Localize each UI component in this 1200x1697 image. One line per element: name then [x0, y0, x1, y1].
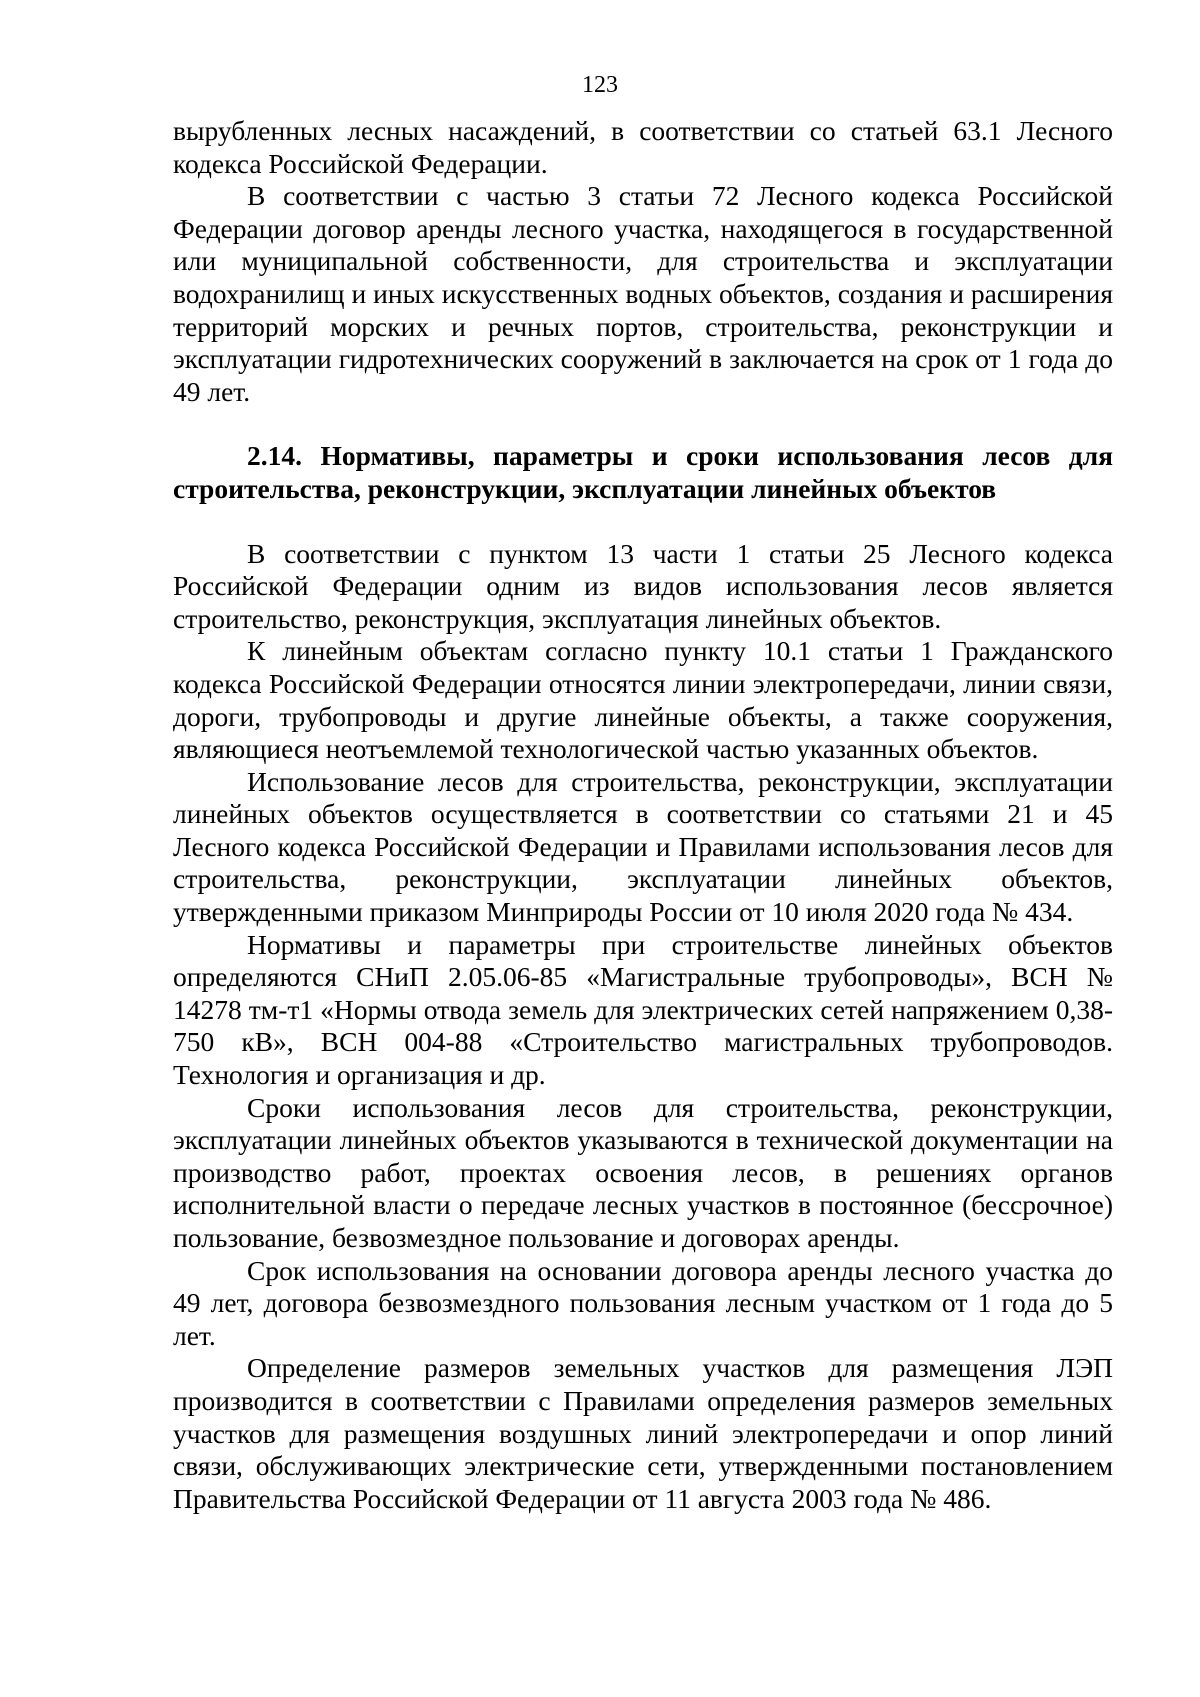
section-heading: 2.14. Нормативы, параметры и сроки использования лесов для строительства, реконструкции, эксплуатации линейных объектов — [173, 440, 1113, 504]
paragraph: Использование лесов для строительства, реконструкции, эксплуатации линейных объектов осуществляется в соответствии со статьями 21 и 45 Лесного кодекса Российской Федерации и Правилами использования лесов для строительства, реконструкции, эксплуатации линейных объектов, утвержденными приказом Минприроды России от 10 июля 2020 года № 434. — [173, 765, 1113, 928]
paragraph-continuation: вырубленных лесных насаждений, в соответствии со статьей 63.1 Лесного кодекса Российской Федерации. — [173, 115, 1113, 179]
document-body — [173, 115, 1113, 1515]
paragraph-lease-term: В соответствии с частью 3 статьи 72 Лесного кодекса Российской Федерации договор аренды лесного участка, находящегося в государственной или муниципальной собственности, для строительства и эксплуатации водохранилищ и иных искусственных водных объектов, создания и расширения территорий морских и речных портов, строительства, реконструкции и эксплуатации гидротехнических сооружений в заключается на срок от 1 года до 49 лет. — [173, 180, 1113, 407]
paragraph: Определение размеров земельных участков для размещения ЛЭП производится в соответствии с Правилами определения размеров земельных участков для размещения воздушных линий электропередачи и опор линий связи, обслуживающих электрические сети, утвержденными постановлением Правительства Российской Федерации от 11 августа 2003 года № 486. — [173, 1352, 1113, 1514]
page-number: 123 — [582, 72, 618, 98]
paragraph: Срок использования на основании договора аренды лесного участка до 49 лет, договора безвозмездного пользования лесным участком от 1 года до 5 лет. — [173, 1254, 1113, 1351]
paragraph: В соответствии с пунктом 13 части 1 статьи 25 Лесного кодекса Российской Федерации одним из видов использования лесов является строительство, реконструкция, эксплуатация линейных объектов. — [173, 537, 1113, 634]
paragraph: Сроки использования лесов для строительства, реконструкции, эксплуатации линейных объектов указываются в технической документации на производство работ, проектах освоения лесов, в решениях органов исполнительной власти о передаче лесных участков в постоянное (бессрочное) пользование, безвозмездное пользование и договорах аренды. — [173, 1091, 1113, 1253]
paragraph: Нормативы и параметры при строительстве линейных объектов определяются СНиП 2.05.06-85 «Магистральные трубопроводы», ВСН № 14278 тм-т1 «Нормы отвода земель для электрических сетей напряжением 0,38-750 кВ», ВСН 004-88 «Строительство магистральных трубопроводов. Технология и организация и др. — [173, 928, 1113, 1091]
paragraph: К линейным объектам согласно пункту 10.1 статьи 1 Гражданского кодекса Российской Федерации относятся линии электропередачи, линии связи, дороги, трубопроводы и другие линейные объекты, а также сооружения, являющиеся неотъемлемой технологической частью указанных объектов. — [173, 635, 1113, 765]
